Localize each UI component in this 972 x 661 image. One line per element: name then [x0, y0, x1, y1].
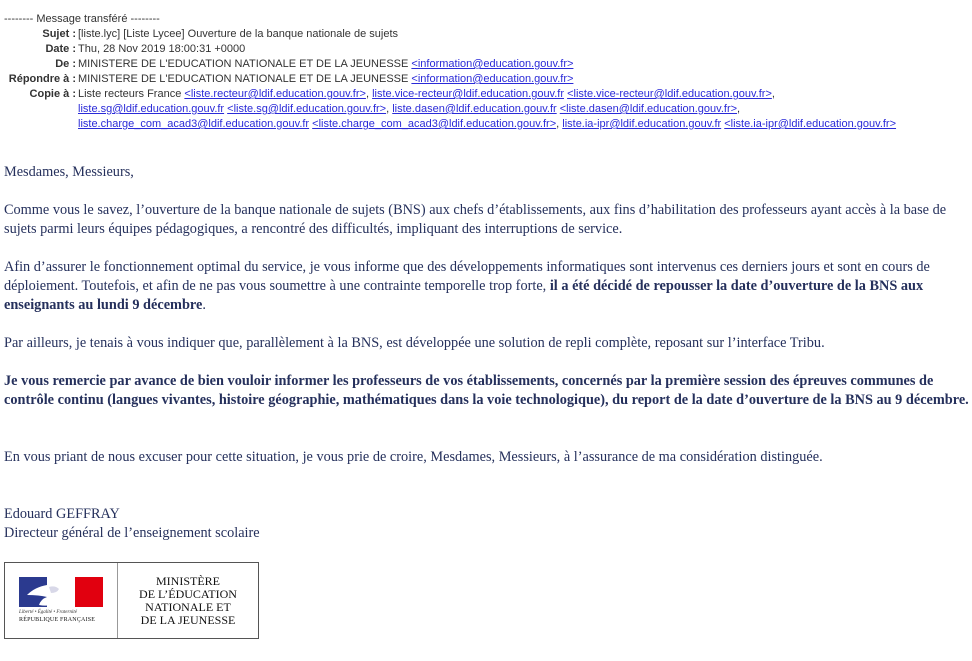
republic-motto: Liberté • Égalité • Fraternité [19, 610, 77, 615]
from-row [4, 57, 970, 72]
paragraph-4: Je vous remercie par avance de bien vouloir informer les professeurs de vos établissements, concernés par la première session des épreuves communes de contrôle continu (langues vivantes, histoire géographie, mathématiques dans la voie technologique), du report de la date d’ouverture de la BNS au 9 décembre. [4, 373, 969, 408]
cc-link[interactable]: liste.charge_com_acad3@ldif.education.gouv.fr [78, 118, 310, 130]
paragraph-2-end: . [202, 297, 206, 313]
date-value: Thu, 28 Nov 2019 18:00:31 +0000 [78, 43, 246, 55]
from-email-link[interactable]: <information@education.gouv.fr> [411, 58, 574, 70]
cc-link[interactable]: liste.ia-ipr@ldif.education.gouv.fr [562, 118, 722, 130]
cc-prefix: Liste recteurs France [78, 88, 182, 100]
marianne-block [5, 563, 118, 638]
cc-label: Copie à : [29, 88, 76, 100]
date-label: Date : [45, 43, 76, 55]
ministry-line-4: DE LA JEUNESSE [140, 612, 236, 627]
cc-link[interactable]: <liste.charge_com_acad3@ldif.education.gouv.fr> [312, 118, 557, 130]
paragraph-2-bold: il a été décidé de repousser la date d’ouverture de la BNS aux enseignants au lundi 9 décembre [4, 278, 924, 313]
ministry-name [118, 563, 258, 638]
from-name: MINISTERE DE L'EDUCATION NATIONALE ET DE LA JEUNESSE [78, 58, 409, 70]
paragraph-5: En vous priant de nous excuser pour cette situation, je vous prie de croire, Mesdames, Messieurs, à l’assurance de ma considération distinguée. [4, 449, 823, 465]
cc-value: Liste recteurs France <liste.recteur@ldif.education.gouv.fr>, liste.vice-recteur@ldif.education.gouv.fr <liste.vice-recteur@ldif.education.gouv.fr>, liste.sg@ldif.education.gouv.fr <liste.sg@ldif.education.gouv.fr>, liste.dasen@ldif.education.gouv.fr <liste.dasen@ldif.education.gouv.fr>, liste.charge_com_acad3@ldif.education.gouv.fr <liste.charge_com_acad3@ldif.education.gouv.fr>, liste.ia-ipr@ldif.education.gouv.fr <liste.ia-ipr@ldif.education.gouv.fr> [78, 88, 897, 130]
cc-link[interactable]: <liste.sg@ldif.education.gouv.fr> [227, 103, 387, 115]
cc-link[interactable]: <liste.ia-ipr@ldif.education.gouv.fr> [724, 118, 897, 130]
greeting: Mesdames, Messieurs, [4, 164, 134, 180]
signature-title: Directeur général de l’enseignement scolaire [4, 525, 260, 541]
ministry-line-2: DE L’ÉDUCATION [139, 586, 237, 601]
cc-link[interactable]: liste.vice-recteur@ldif.education.gouv.fr [372, 88, 565, 100]
cc-row [4, 87, 970, 132]
signature-name: Edouard GEFFRAY [4, 506, 120, 522]
subject-label: Sujet : [42, 28, 76, 40]
message-header [4, 12, 970, 132]
cc-link[interactable]: <liste.vice-recteur@ldif.education.gouv.fr> [567, 88, 772, 100]
paragraph-2 [4, 258, 970, 315]
ministry-line-3: NATIONALE ET [145, 599, 231, 614]
subject-value: [liste.lyc] [Liste Lycee] Ouverture de la banque nationale de sujets [78, 28, 399, 40]
cc-link[interactable]: liste.sg@ldif.education.gouv.fr [78, 103, 225, 115]
republic-name: RÉPUBLIQUE FRANÇAISE [19, 617, 96, 623]
ministry-logo [4, 562, 259, 639]
paragraph-1: Comme vous le savez, l’ouverture de la banque nationale de sujets (BNS) aux chefs d’établissements, aux fins d’habilitation des professeurs ayant accès à la base de sujets parmi leurs équipes pédagogiques, a rencontré des difficultés, impliquant des interruptions de service. [4, 202, 947, 237]
cc-link[interactable]: <liste.dasen@ldif.education.gouv.fr> [559, 103, 738, 115]
replyto-row [4, 72, 970, 87]
paragraph-2-text: Afin d’assurer le fonctionnement optimal du service, je vous informe que des développements informatiques sont intervenus ces derniers jours et sont en cours de déploiement. Toutefois, et afin de ne pas vous soumettre à une contrainte temporelle trop forte, [4, 259, 930, 294]
forwarded-marker: -------- Message transféré -------- [4, 13, 160, 25]
marianne-icon [5, 563, 117, 638]
replyto-label: Répondre à : [8, 73, 76, 85]
replyto-email-link[interactable]: <information@education.gouv.fr> [411, 73, 574, 85]
paragraph-3: Par ailleurs, je tenais à vous indiquer que, parallèlement à la BNS, est développée une solution de repli complète, reposant sur l’interface Tribu. [4, 335, 825, 351]
ministry-line-1: MINISTÈRE [156, 573, 220, 588]
replyto-name: MINISTERE DE L'EDUCATION NATIONALE ET DE LA JEUNESSE [78, 73, 409, 85]
cc-link[interactable]: <liste.recteur@ldif.education.gouv.fr> [184, 88, 366, 100]
cc-link[interactable]: liste.dasen@ldif.education.gouv.fr [392, 103, 557, 115]
date-row [4, 42, 970, 57]
subject-row [4, 27, 970, 42]
from-label: De : [55, 58, 76, 70]
